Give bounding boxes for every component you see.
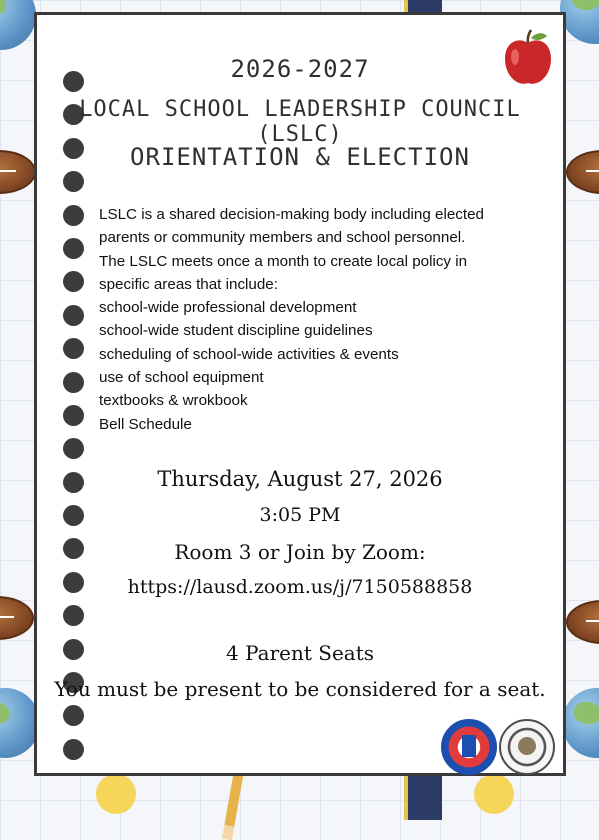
binder-hole (63, 338, 84, 359)
lightbulb-icon (96, 774, 136, 814)
description (99, 203, 539, 436)
flyer-card (34, 12, 566, 776)
description-line: LSLC is a shared decision-making body including elected (99, 206, 484, 223)
policy-area-item: textbooks & wrokbook (99, 392, 248, 410)
description-line: specific areas that include: (99, 275, 278, 293)
policy-area-item: school-wide student discipline guidelines (99, 322, 373, 340)
description-line: The LSLC meets once a month to create local policy in (99, 252, 468, 270)
binder-hole (63, 205, 84, 226)
lausd-logo (441, 719, 497, 775)
binder-hole (63, 171, 84, 192)
attendance-note: You must be present to be considered for a seat. (54, 677, 546, 701)
binder-hole (63, 739, 84, 760)
globe-icon (0, 0, 36, 50)
page-title: LOCAL SCHOOL LEADERSHIP COUNCIL (LSLC) (79, 97, 521, 147)
football-icon (566, 150, 599, 194)
policy-area-item: use of school equipment (99, 369, 264, 387)
event-date: Thursday, August 27, 2026 (157, 467, 443, 491)
school-seal-logo (499, 719, 555, 775)
football-icon (0, 596, 34, 640)
binder-hole (63, 438, 84, 459)
binder-hole (63, 405, 84, 426)
event-location: Room 3 or Join by Zoom: (174, 540, 426, 564)
binder-hole (63, 305, 84, 326)
football-icon (0, 150, 36, 194)
page-subtitle: ORIENTATION & ELECTION (130, 143, 470, 171)
event-time: 3:05 PM (259, 504, 341, 526)
football-icon (566, 600, 599, 644)
lightbulb-icon (474, 774, 514, 814)
school-year: 2026-2027 (230, 55, 370, 83)
seats-available: 4 Parent Seats (226, 641, 374, 665)
globe-icon (562, 688, 599, 758)
binder-holes (63, 71, 87, 772)
policy-area-item: scheduling of school-wide activities & events (99, 345, 399, 363)
binder-hole (63, 238, 84, 259)
binder-hole (63, 705, 84, 726)
policy-area-item: school-wide professional development (99, 299, 357, 317)
description-line: parents or community members and school personnel. (99, 229, 466, 247)
binder-hole (63, 271, 84, 292)
policy-area-item: Bell Schedule (99, 415, 192, 433)
binder-hole (63, 372, 84, 393)
zoom-link[interactable]: https://lausd.zoom.us/j/7150588858 (127, 576, 473, 598)
binder-hole (63, 605, 84, 626)
pencil-icon (222, 770, 244, 840)
